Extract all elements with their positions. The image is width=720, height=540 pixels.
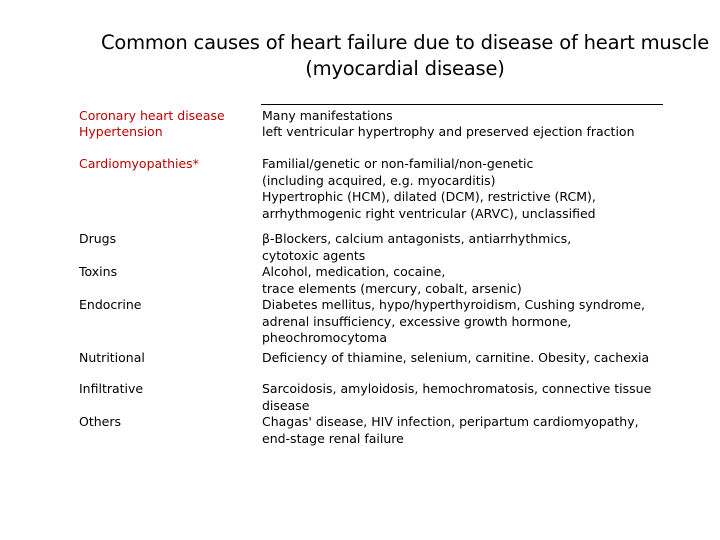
label-infiltrative: Infiltrative — [79, 381, 144, 396]
desc-cardiomyopathies — [262, 156, 596, 222]
desc-line: (including acquired, e.g. myocarditis) — [262, 172, 496, 188]
desc-infiltrative — [262, 381, 651, 414]
title-line-2: (myocardial disease) — [305, 57, 505, 80]
desc-line: Sarcoidosis, amyloidosis, hemochromatosis, connective tissue — [262, 381, 652, 396]
label-hypertension: Hypertension — [79, 124, 163, 139]
page-title — [100, 30, 710, 82]
desc-line: trace elements (mercury, cobalt, arsenic) — [262, 280, 522, 296]
desc-line: β-Blockers, calcium antagonists, antiarrhythmics, — [262, 231, 572, 246]
header-rule — [261, 104, 663, 105]
desc-line: Familial/genetic or non-familial/non-genetic — [262, 156, 534, 171]
desc-line: Alcohol, medication, cocaine, — [262, 264, 446, 279]
desc-others — [262, 414, 639, 447]
label-drugs: Drugs — [79, 231, 117, 246]
label-nutritional: Nutritional — [79, 350, 145, 365]
label-endocrine: Endocrine — [79, 297, 142, 312]
desc-line: Deficiency of thiamine, selenium, carnitine. Obesity, cachexia — [262, 350, 650, 365]
desc-line: Many manifestations — [262, 108, 393, 123]
desc-line: disease — [262, 397, 310, 413]
desc-line: Hypertrophic (HCM), dilated (DCM), restrictive (RCM), — [262, 189, 596, 204]
desc-line: left ventricular hypertrophy and preserved ejection fraction — [262, 124, 635, 139]
desc-line: arrhythmogenic right ventricular (ARVC), unclassified — [262, 205, 596, 221]
desc-line: cytotoxic agents — [262, 247, 366, 263]
desc-drugs — [262, 231, 571, 264]
label-toxins: Toxins — [79, 264, 118, 279]
label-coronary-heart-disease: Coronary heart disease — [79, 108, 225, 123]
desc-line: Diabetes mellitus, hypo/hyperthyroidism, Cushing syndrome, — [262, 297, 645, 312]
desc-line: pheochromocytoma — [262, 330, 387, 345]
desc-line: end-stage renal failure — [262, 430, 404, 446]
label-others: Others — [79, 414, 122, 429]
desc-toxins — [262, 264, 522, 297]
desc-nutritional — [262, 350, 649, 367]
label-cardiomyopathies: Cardiomyopathies* — [79, 156, 199, 171]
desc-line: adrenal insufficiency, excessive growth hormone, — [262, 313, 572, 329]
desc-coronary — [262, 108, 393, 125]
desc-hypertension — [262, 124, 635, 141]
title-line-1: Common causes of heart failure due to disease of heart muscle — [100, 31, 710, 54]
desc-endocrine — [262, 297, 645, 347]
desc-line: Chagas' disease, HIV infection, peripartum cardiomyopathy, — [262, 414, 639, 429]
